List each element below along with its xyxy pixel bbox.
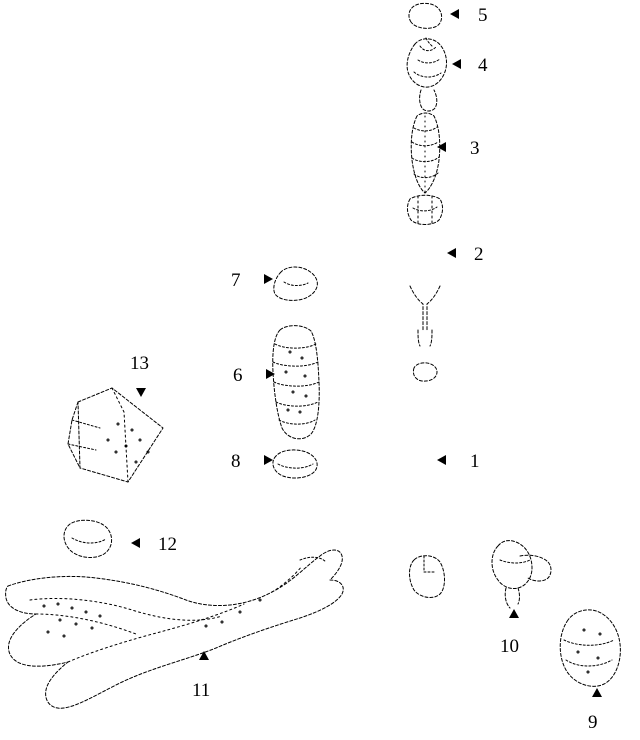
part-9-disc (560, 610, 620, 686)
part-1-stem (410, 286, 423, 330)
callout-11-marker (199, 651, 209, 660)
callout-7-label: 7 (231, 270, 241, 291)
callout-5-marker (450, 9, 459, 19)
part-8-base (273, 450, 317, 478)
callout-7-marker (264, 274, 273, 284)
callout-8-label: 8 (231, 451, 241, 472)
callout-10-label: 10 (500, 636, 519, 657)
callout-11-label: 11 (192, 680, 211, 701)
callout-12-label: 12 (158, 534, 177, 555)
callout-2-label: 2 (474, 244, 484, 265)
callout-4-label: 4 (478, 55, 488, 76)
callout-9-label: 9 (588, 712, 598, 733)
callout-13-label: 13 (130, 353, 149, 374)
callout-10-marker (509, 609, 519, 618)
callout-3-label: 3 (470, 138, 480, 159)
callout-4-marker (452, 59, 461, 69)
part-2-collar (407, 195, 442, 224)
callout-8-marker (264, 455, 273, 465)
callout-1-marker (437, 455, 446, 465)
callout-1-label: 1 (470, 451, 480, 472)
part-7-wedge (274, 267, 318, 300)
callout-3-marker (437, 142, 446, 152)
callout-9-marker (592, 688, 602, 697)
part-13-panel (78, 388, 163, 482)
part-unlabeled (410, 556, 445, 598)
callout-2-marker (447, 248, 456, 258)
part-12-nodule (64, 520, 112, 557)
part-10-knob (492, 541, 532, 589)
callout-13-marker (136, 388, 146, 397)
part-11-assembly (6, 550, 344, 708)
callout-12-marker (131, 538, 140, 548)
callout-5-label: 5 (478, 5, 488, 26)
callout-6-label: 6 (233, 365, 243, 386)
callout-6-marker (266, 369, 275, 379)
part-5-cap (409, 3, 442, 28)
